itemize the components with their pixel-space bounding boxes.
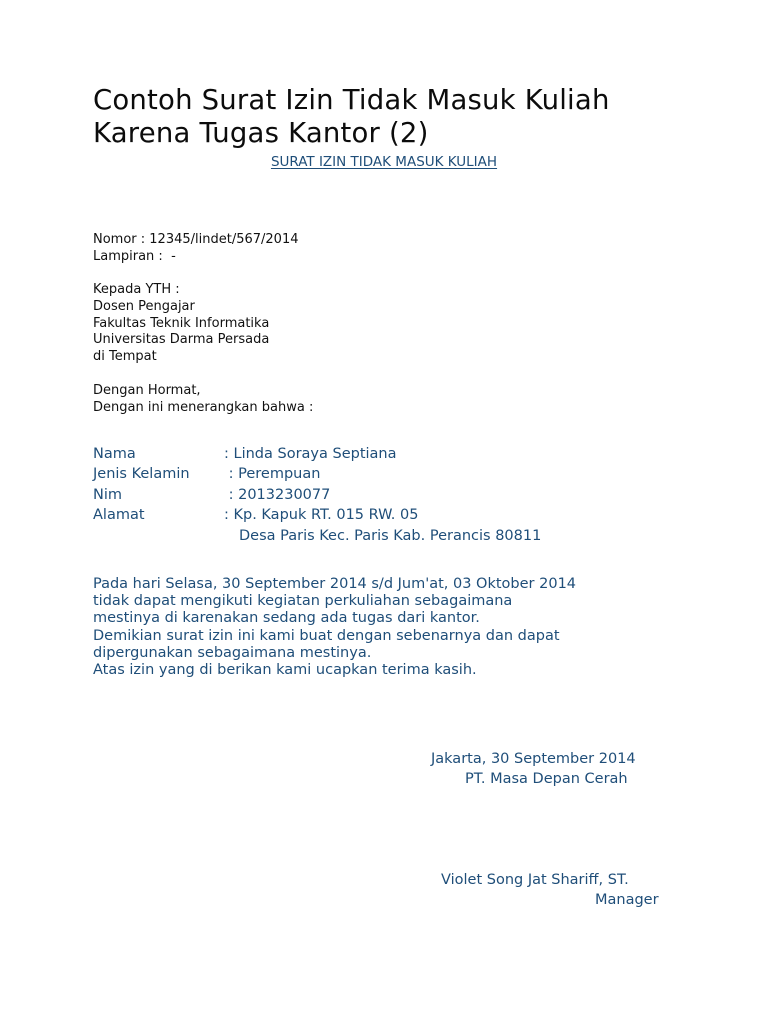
identity-label: Jenis Kelamin — [93, 466, 190, 483]
identity-value: : 2013230077 — [224, 486, 331, 503]
page-title — [93, 84, 610, 150]
recipient-line: di Tempat — [93, 349, 157, 365]
identity-row-alamat — [93, 505, 541, 525]
recipient-block — [93, 282, 269, 366]
recipient-line: Fakultas Teknik Informatika — [93, 315, 270, 331]
body-line: Pada hari Selasa, 30 September 2014 s/d Jum'at, 03 Oktober 2014 — [93, 576, 577, 592]
identity-table — [93, 444, 541, 546]
identity-row-nim — [93, 485, 541, 505]
body-line: tidak dapat mengikuti kegiatan perkuliahan sebagaimana — [93, 593, 513, 610]
letter-body — [93, 576, 576, 679]
identity-value: : Perempuan — [224, 466, 321, 483]
company-name: PT. Masa Depan Cerah — [465, 771, 628, 787]
body-line: mestinya di karenakan sedang ada tugas dari kantor. — [93, 610, 480, 627]
nomor-line: Nomor : 12345/lindet/567/2014 — [93, 232, 299, 247]
body-line: Demikian surat izin ini kami buat dengan sebenarnya dan dapat — [93, 627, 560, 644]
greeting: Dengan Hormat, — [93, 383, 201, 398]
body-line: Atas izin yang di berikan kami ucapkan terima kasih. — [93, 662, 477, 679]
intro-line: Dengan ini menerangkan bahwa : — [93, 399, 314, 415]
signer-name: Violet Song Jat Shariff, ST. — [441, 872, 629, 888]
letter-heading — [0, 153, 768, 171]
title-line-2: Karena Tugas Kantor (2) — [93, 117, 429, 149]
lampiran-line: Lampiran : - — [93, 248, 176, 264]
identity-label: Alamat — [93, 507, 145, 524]
identity-label: Nama — [93, 446, 136, 462]
opening-block — [93, 383, 313, 417]
identity-value: : Linda Soraya Septiana — [224, 446, 397, 462]
recipient-line: Kepada YTH : — [93, 282, 180, 297]
letter-reference — [93, 232, 299, 266]
recipient-line: Universitas Darma Persada — [93, 332, 270, 348]
recipient-line: Dosen Pengajar — [93, 298, 195, 314]
identity-row-nama — [93, 444, 541, 464]
identity-row-jenis-kelamin — [93, 464, 541, 484]
identity-label: Nim — [93, 486, 122, 503]
address-continuation: Desa Paris Kec. Paris Kab. Perancis 80811 — [239, 527, 542, 544]
letter-heading-text: SURAT IZIN TIDAK MASUK KULIAH — [270, 154, 498, 170]
body-line: dipergunakan sebagaimana mestinya. — [93, 644, 372, 661]
place-date: Jakarta, 30 September 2014 — [431, 751, 636, 767]
title-line-1: Contoh Surat Izin Tidak Masuk Kuliah — [93, 84, 610, 116]
signer-title: Manager — [595, 892, 659, 908]
identity-value: : Kp. Kapuk RT. 015 RW. 05 — [224, 507, 419, 524]
